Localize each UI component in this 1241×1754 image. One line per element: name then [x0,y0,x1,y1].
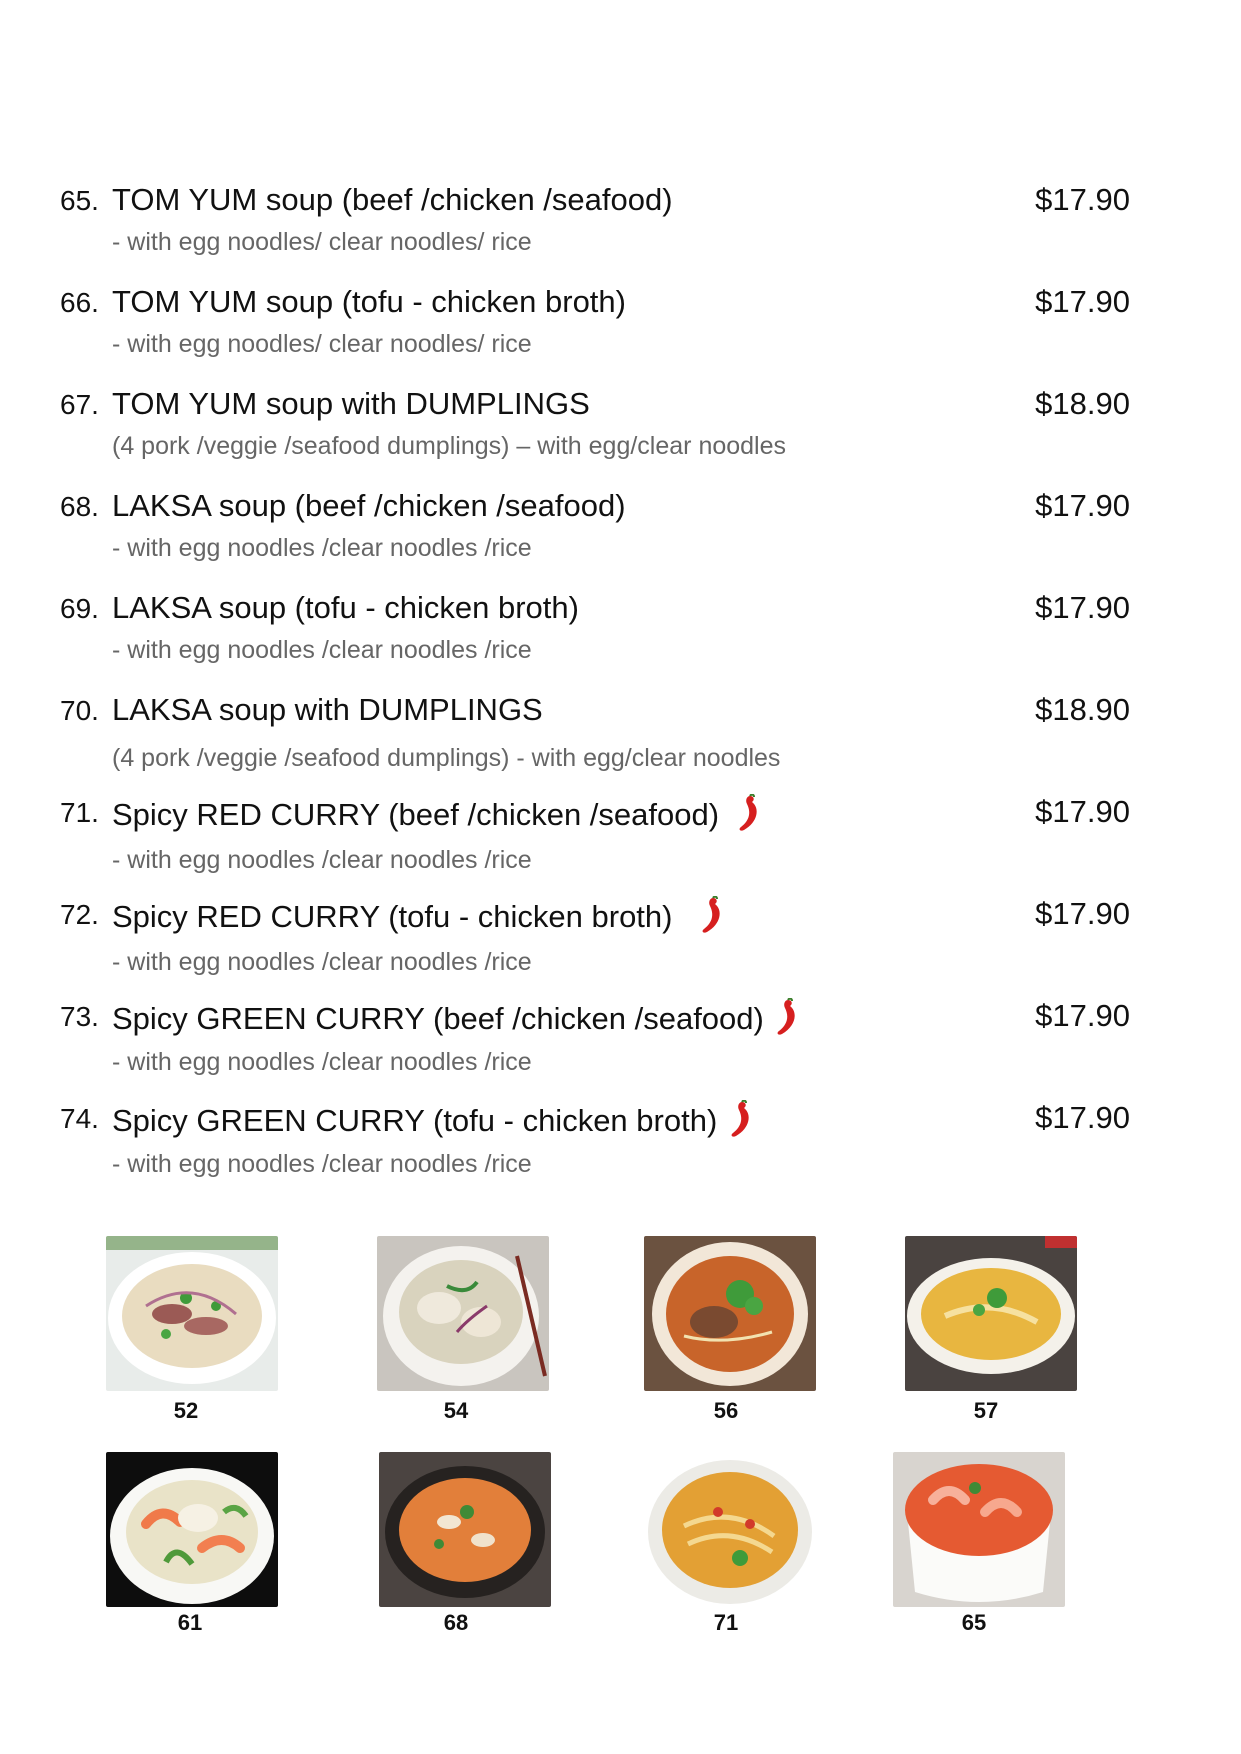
menu-item-65 [60,182,1130,282]
photo-caption: 52 [173,1398,199,1423]
item-price: $17.90 [1035,590,1130,625]
menu-item-69 [60,590,1130,690]
photo-caption: 65 [961,1610,987,1635]
item-options: - with egg noodles/ clear noodles/ rice [112,330,532,358]
item-name: TOM YUM soup with DUMPLINGS [112,386,590,421]
chili-pepper-icon [728,1100,754,1146]
item-price: $17.90 [1035,284,1130,319]
item-price: $17.90 [1035,182,1130,217]
curry-noodle-photo [905,1236,1077,1391]
item-options: (4 pork /veggie /seafood dumplings) – with egg/clear noodles [112,432,787,460]
item-options: - with egg noodles /clear noodles /rice [112,636,532,664]
item-price: $17.90 [1035,1100,1130,1135]
item-name: LAKSA soup with DUMPLINGS [112,692,543,727]
dumpling-soup-photo [377,1236,549,1391]
item-options: - with egg noodles/ clear noodles/ rice [112,228,532,256]
item-price: $18.90 [1035,692,1130,727]
item-name [112,896,725,942]
menu-item-73 [60,998,1130,1098]
tom-yum-soup-photo [379,1452,551,1607]
item-options: - with egg noodles /clear noodles /rice [112,534,532,562]
menu-item-72 [60,896,1130,996]
chili-pepper-icon [699,896,725,942]
item-name-text: Spicy RED CURRY (tofu - chicken broth) [112,899,673,935]
menu-item-67 [60,386,1130,486]
item-price: $17.90 [1035,794,1130,829]
item-name: LAKSA soup (beef /chicken /seafood) [112,488,626,523]
photo-caption: 56 [713,1398,739,1423]
menu-item-74 [60,1100,1130,1200]
photo-caption: 57 [973,1398,999,1423]
item-price: $17.90 [1035,896,1130,931]
item-name [112,998,800,1044]
item-name: TOM YUM soup (beef /chicken /seafood) [112,182,673,217]
item-name: TOM YUM soup (tofu - chicken broth) [112,284,626,319]
item-name: LAKSA soup (tofu - chicken broth) [112,590,579,625]
item-number: 73. [60,1001,99,1032]
item-number: 68. [60,491,99,522]
item-number: 71. [60,797,99,828]
item-name-text: Spicy GREEN CURRY (tofu - chicken broth) [112,1103,718,1139]
photo-caption: 71 [713,1610,739,1635]
menu-item-71 [60,794,1130,894]
item-options: (4 pork /veggie /seafood dumplings) - with egg/clear noodles [112,744,781,772]
item-name-text: Spicy RED CURRY (beef /chicken /seafood) [112,797,720,833]
item-number: 72. [60,899,99,930]
item-price: $18.90 [1035,386,1130,421]
item-options: - with egg noodles /clear noodles /rice [112,1150,532,1178]
menu-item-66 [60,284,1130,384]
chili-pepper-icon [736,794,762,840]
item-number: 67. [60,389,99,420]
pho-bowl-photo [106,1236,278,1391]
item-number: 65. [60,185,99,216]
photo-caption: 61 [177,1610,203,1635]
shrimp-wonton-soup-photo [106,1452,278,1607]
item-number: 66. [60,287,99,318]
item-number: 69. [60,593,99,624]
item-price: $17.90 [1035,488,1130,523]
item-price: $17.90 [1035,998,1130,1033]
item-number: 74. [60,1103,99,1134]
menu-item-68 [60,488,1130,588]
spicy-beef-noodle-photo [644,1236,816,1391]
photo-caption: 68 [443,1610,469,1635]
item-options: - with egg noodles /clear noodles /rice [112,1048,532,1076]
chili-pepper-icon [774,998,800,1044]
item-number: 70. [60,695,99,726]
item-name-text: Spicy GREEN CURRY (beef /chicken /seafood) [112,1001,764,1037]
item-options: - with egg noodles /clear noodles /rice [112,846,532,874]
item-options: - with egg noodles /clear noodles /rice [112,948,532,976]
red-curry-noodle-photo [644,1452,816,1607]
photo-caption: 54 [443,1398,469,1423]
seafood-tom-yum-photo [893,1452,1065,1607]
menu-item-70 [60,692,1130,792]
item-name [112,1100,754,1146]
item-name [112,794,762,840]
